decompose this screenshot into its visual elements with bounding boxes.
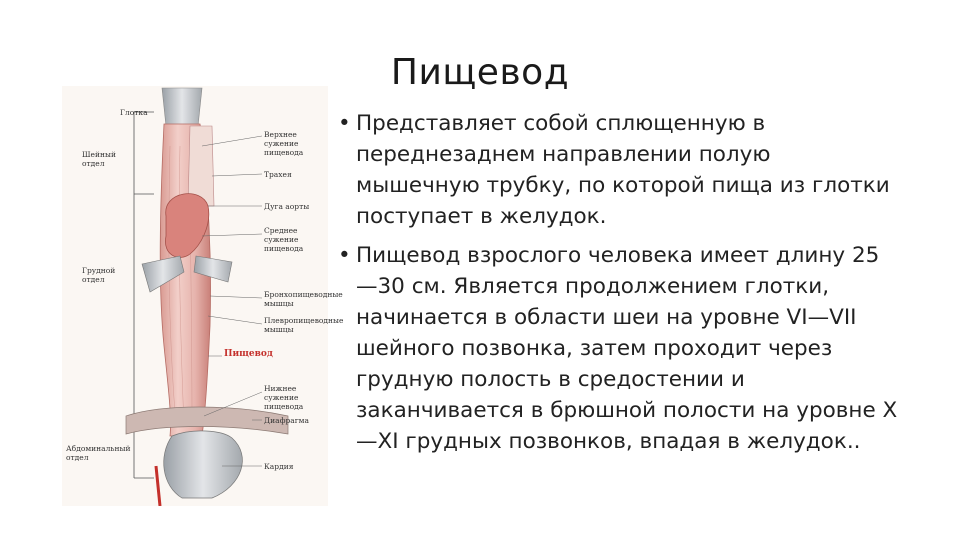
label-bronchoesophageal: Бронхопищеводные мышцы [264,290,343,308]
label-cardia: Кардия [264,462,294,471]
bullet-item [338,240,898,457]
stomach-shape [164,431,243,498]
label-middle-narrowing: Среднее сужение пищевода [264,226,304,253]
slide-title-text: Пищевод [390,52,570,94]
label-trachea: Трахея [264,170,292,179]
bullet-item [338,108,898,232]
label-cervical-section: Шейный отдел [82,150,116,168]
label-diaphragm: Диафрагма [264,416,309,425]
bullet-text: Представляет собой сплющенную в переднезаднем направлении полую мышечную трубку, по которой пища из глотки поступает в желудок. [356,111,890,229]
label-throat: Глотка [120,108,148,117]
label-esophagus: Пищевод [224,349,273,359]
bullet-text: Пищевод взрослого человека имеет длину 25—30 см. Является продолжением глотки, начинается в области шеи на уровне VI—VII шейного позвонка, затем проходит через грудную полость в средостении и заканчивается в брюшной полости на уровне X—XI грудных позвонков, впадая в желудок.. [356,243,898,454]
pharynx-shape [162,88,202,126]
label-thoracic-section: Грудной отдел [82,266,116,284]
label-lower-narrowing: Нижнее сужение пищевода [264,384,304,411]
bullet-dot: • [338,243,351,268]
label-abdominal-section: Абдоминальный отдел [66,444,131,462]
bullet-list [338,108,898,465]
vessel-red [156,466,160,506]
label-aortic-arch: Дуга аорты [264,202,310,211]
bullet-dot: • [338,111,351,136]
label-upper-narrowing: Верхнее сужение пищевода [264,130,304,157]
esophagus-anatomy-figure [62,86,344,506]
label-pleuroesophageal: Плевропищеводные мышцы [264,316,344,334]
